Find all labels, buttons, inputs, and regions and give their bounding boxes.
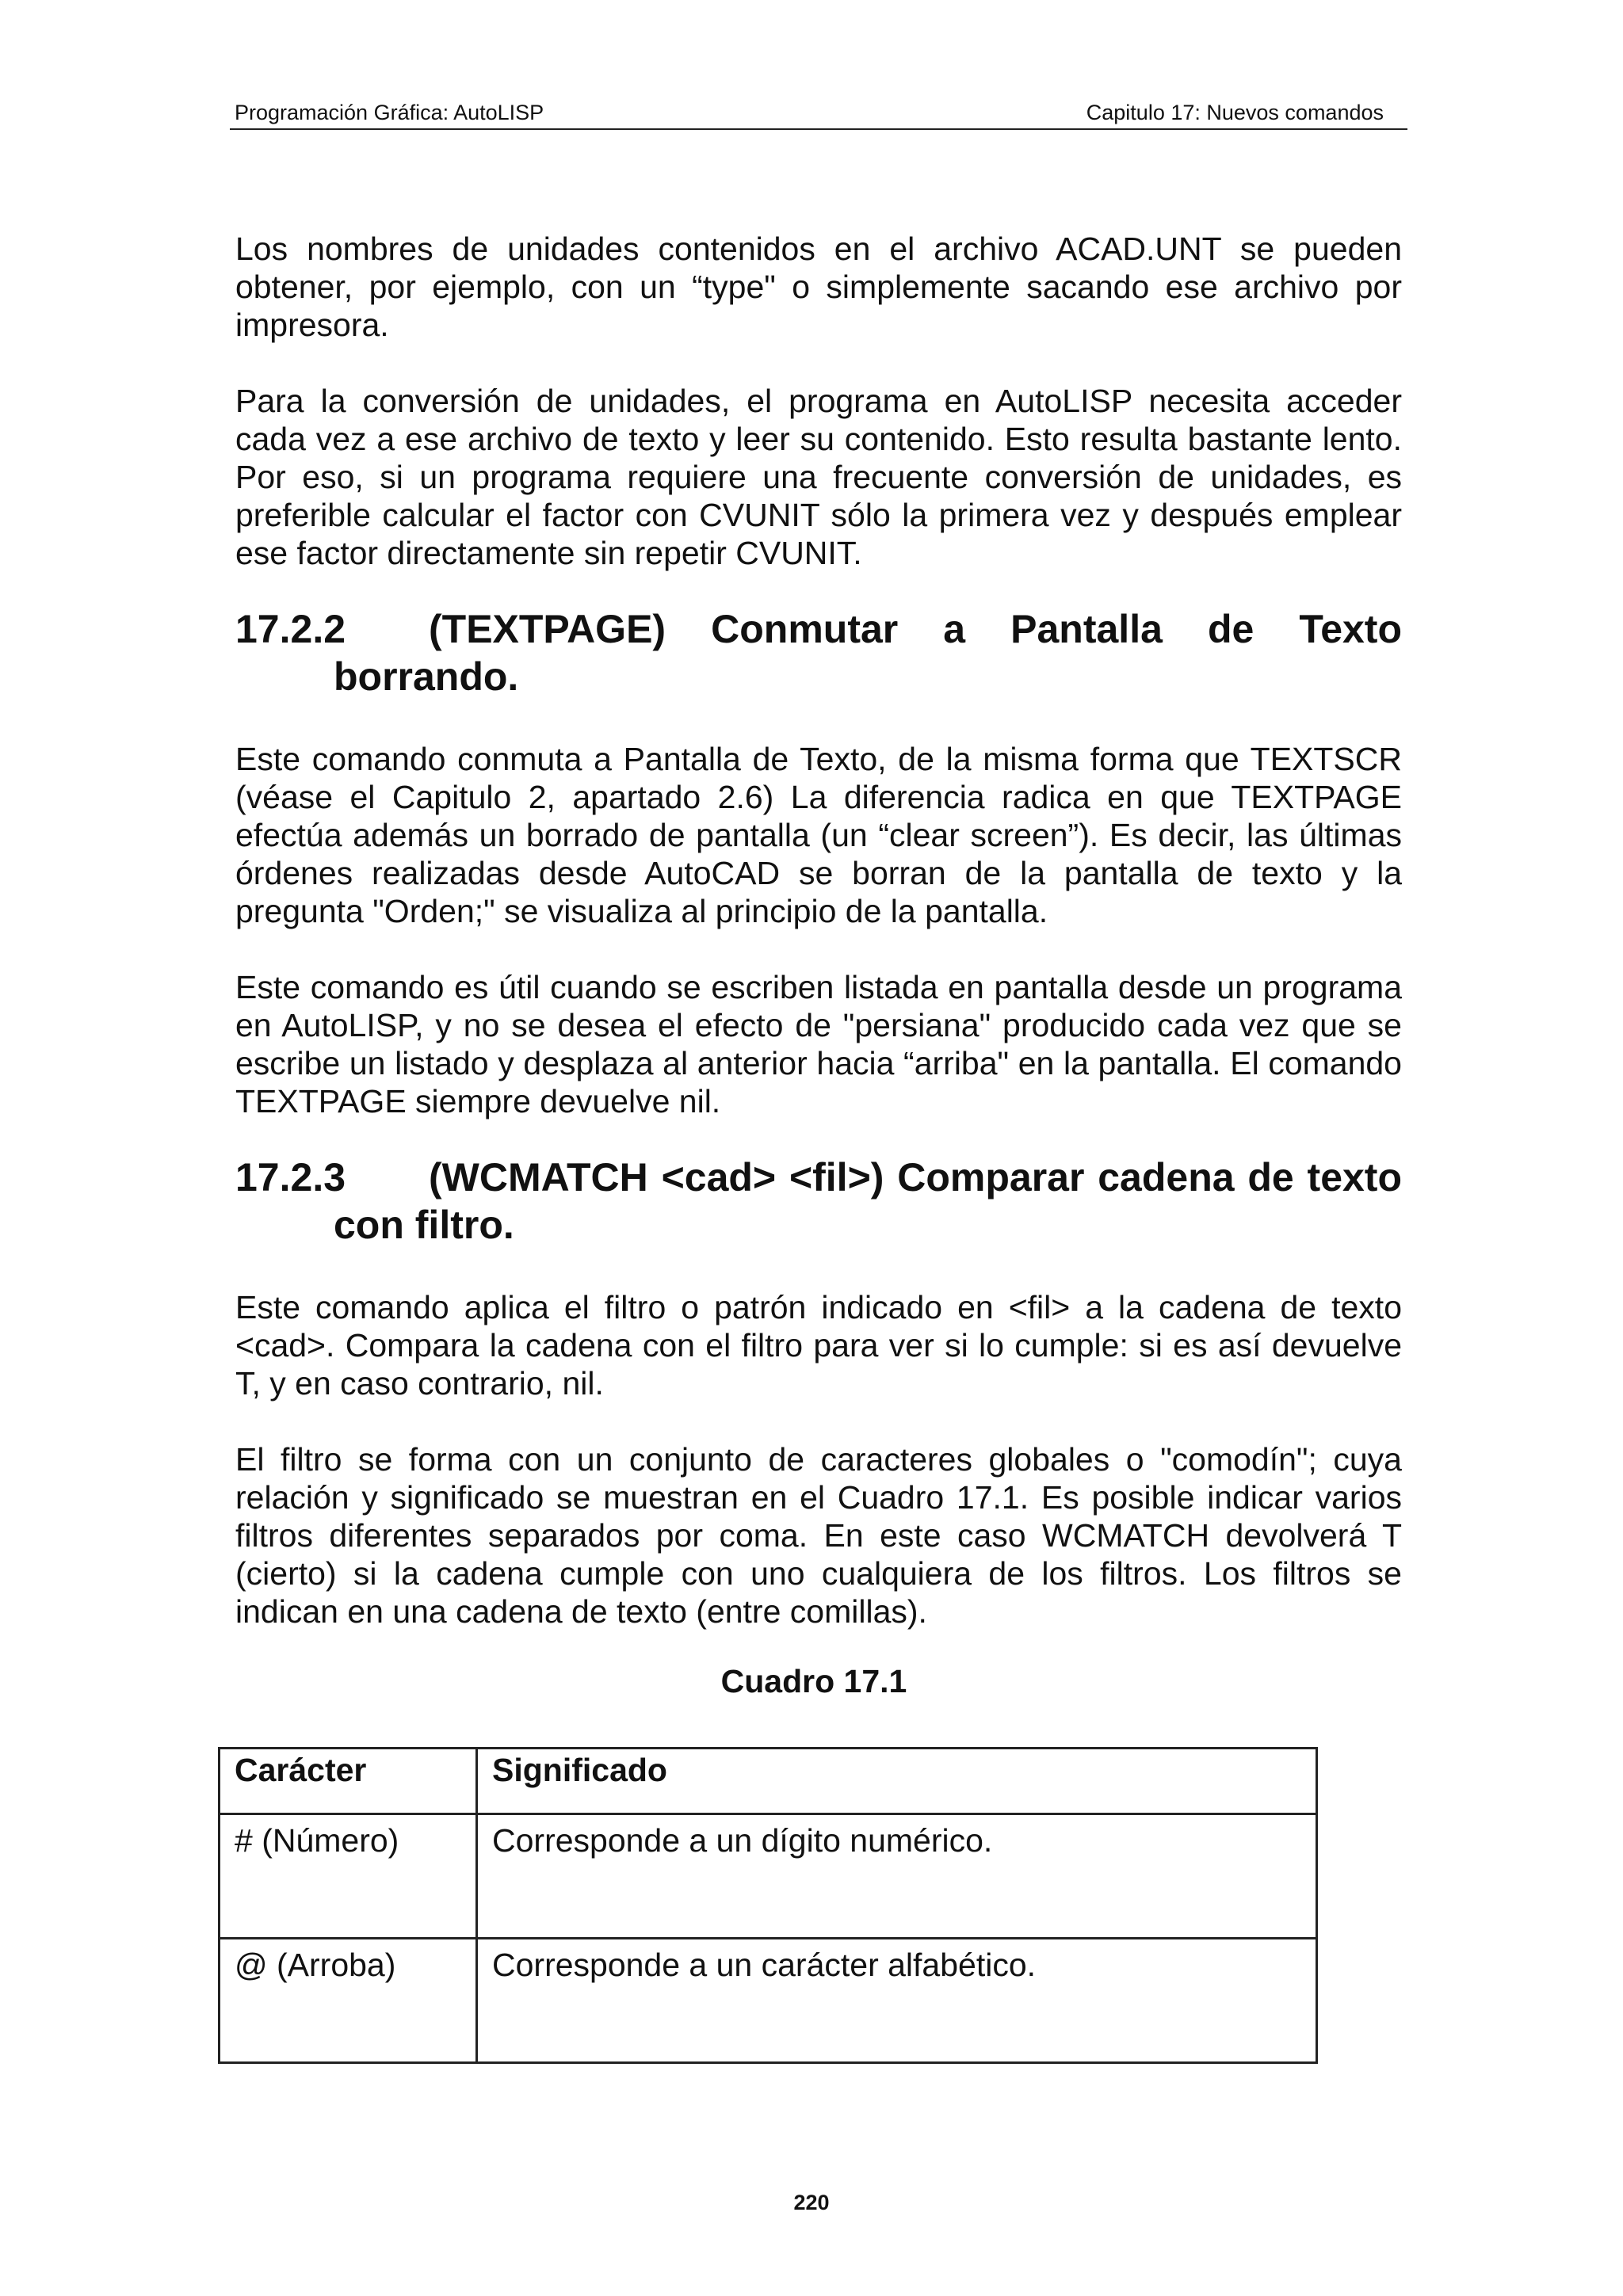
section-title: (WCMATCH <cad> <fil>) Comparar cadena de texto con filtro. <box>334 1155 1402 1247</box>
table-header-row <box>220 1749 1317 1814</box>
body-text <box>235 230 1402 1700</box>
section-heading-wcmatch <box>235 1154 1402 1249</box>
table-cell-character: # (Número) <box>220 1814 477 1939</box>
paragraph-textpage-usage: Este comando es útil cuando se escriben listada en pantalla desde un programa en AutoLISP, y no se desea el efecto de "persiana" producido cada vez que se escribe un listado y desplaza al anterior hacia “arriba" en la pantalla. El comando TEXTPAGE siempre devuelve nil. <box>235 969 1402 1119</box>
table-header-character: Carácter <box>220 1749 477 1814</box>
section-title: (TEXTPAGE) Conmutar a Pantalla de Texto borrando. <box>334 607 1402 699</box>
table-cell-meaning: Corresponde a un dígito numérico. <box>477 1814 1317 1939</box>
paragraph-wcmatch-description: Este comando aplica el filtro o patrón indicado en <fil> a la cadena de texto <cad>. Compara la cadena con el filtro para ver si lo cumple: si es así devuelve T, y en caso contrario, nil. <box>235 1289 1402 1402</box>
section-heading-textpage <box>235 605 1402 700</box>
header-chapter-title: Capitulo 17: Nuevos comandos <box>1086 101 1384 124</box>
table-cell-meaning: Corresponde a un carácter alfabético. <box>477 1939 1317 2063</box>
paragraph-unit-conversion: Para la conversión de unidades, el programa en AutoLISP necesita acceder cada vez a ese archivo de texto y leer su contenido. Esto resulta bastante lento. Por eso, si un programa requiere una frecuente conversión de unidades, es preferible calcular el factor con CVUNIT sólo la primera vez y después emplear ese factor directamente sin repetir CVUNIT. <box>235 383 1402 571</box>
table-caption: Cuadro 17.1 <box>720 1663 907 1699</box>
paragraph-wcmatch-filters: El filtro se forma con un conjunto de caracteres globales o "comodín"; cuya relación y significado se muestran en el Cuadro 17.1. Es posible indicar varios filtros diferentes separados por coma. En este caso WCMATCH devolverá T (cierto) si la cadena cumple con uno cualquiera de los filtros. Los filtros se indican en una cadena de texto (entre comillas). <box>235 1441 1402 1630</box>
running-header <box>230 95 1407 130</box>
paragraph-unit-names: Los nombres de unidades contenidos en el archivo ACAD.UNT se pueden obtener, por ejemplo, con un “type" o simplemente sacando ese archivo por impresora. <box>235 231 1402 343</box>
table-row <box>220 1939 1317 2063</box>
table-row <box>220 1814 1317 1939</box>
table-cell-character: @ (Arroba) <box>220 1939 477 2063</box>
section-number: 17.2.2 <box>235 607 346 651</box>
page-number: 220 <box>793 2191 830 2214</box>
wildcard-table <box>218 1747 1318 2064</box>
table-header-meaning: Significado <box>477 1749 1317 1814</box>
paragraph-textpage-description: Este comando conmuta a Pantalla de Texto, de la misma forma que TEXTSCR (véase el Capitulo 2, apartado 2.6) La diferencia radica en que TEXTPAGE efectúa además un borrado de pantalla (un “clear screen”). Es decir, las últimas órdenes realizadas desde AutoCAD se borran de la pantalla de texto y la pregunta "Orden;" se visualiza al principio de la pantalla. <box>235 741 1402 929</box>
header-book-title: Programación Gráfica: AutoLISP <box>235 101 544 124</box>
section-number: 17.2.3 <box>235 1155 346 1199</box>
